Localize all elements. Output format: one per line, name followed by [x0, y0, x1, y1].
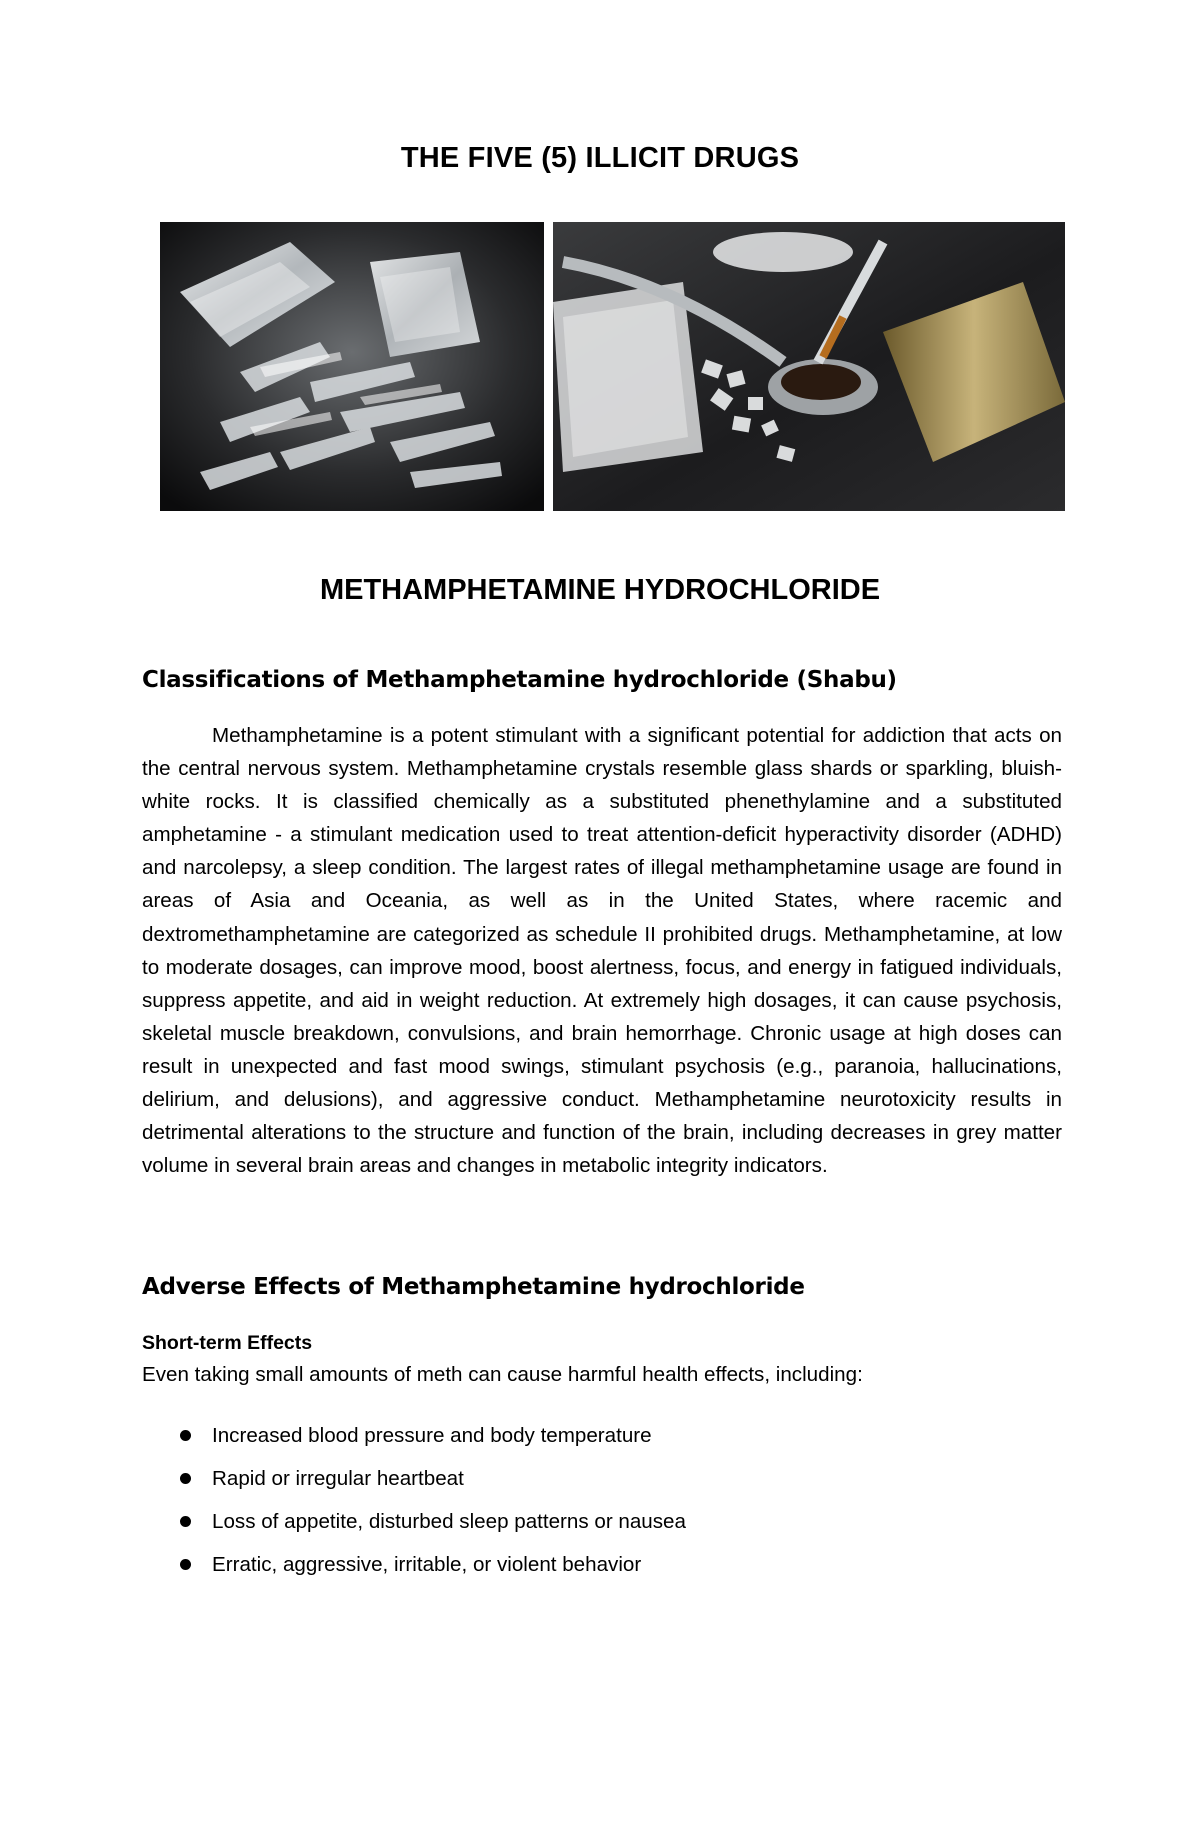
short-term-heading: Short-term Effects	[142, 1332, 313, 1354]
list-item-text: Erratic, aggressive, irritable, or violent behavior	[212, 1553, 642, 1576]
list-item	[142, 1550, 686, 1593]
bullet-icon	[180, 1430, 191, 1441]
short-term-effects-list	[142, 1421, 686, 1593]
list-item-text: Rapid or irregular heartbeat	[212, 1467, 464, 1490]
list-item	[142, 1507, 686, 1550]
bullet-icon	[180, 1516, 191, 1527]
short-term-intro: Even taking small amounts of meth can cause harmful health effects, including:	[142, 1363, 863, 1386]
list-item	[142, 1464, 686, 1507]
crystal-meth-photo	[160, 222, 544, 511]
section-title: METHAMPHETAMINE HYDROCHLORIDE	[319, 574, 881, 606]
bullet-icon	[180, 1473, 191, 1484]
classifications-heading: Classifications of Methamphetamine hydrochloride (Shabu)	[142, 667, 897, 693]
classifications-body: Methamphetamine is a potent stimulant with a significant potential for addiction that acts on the central nervous system. Methamphetamine crystals resemble glass shards or sparkling, bluish-white rocks. It is classified chemically as a substituted phenethylamine and a substituted amphetamine - a stimulant medication used to treat attention-deficit hyperactivity disorder (ADHD) and narcolepsy, a sleep condition. The largest rates of illegal methamphetamine usage are found in areas of Asia and Oceania, as well as in the United States, where racemic and dextromethamphetamine are categorized as schedule II prohibited drugs. Methamphetamine, at low to moderate dosages, can improve mood, boost alertness, focus, and energy in fatigued individuals, suppress appetite, and aid in weight reduction. At extremely high dosages, it can cause psychosis, skeletal muscle breakdown, convulsions, and brain hemorrhage. Chronic usage at high doses can result in unexpected and fast mood swings, stimulant psychosis (e.g., paranoia, hallucinations, delirium, and delusions), and aggressive conduct. Methamphetamine neurotoxicity results in detrimental alterations to the structure and function of the brain, including decreases in grey matter volume in several brain areas and changes in metabolic integrity indicators.	[142, 724, 1062, 1178]
list-item-text: Loss of appetite, disturbed sleep patterns or nausea	[212, 1510, 686, 1533]
drug-paraphernalia-photo	[553, 222, 1065, 511]
document-title: THE FIVE (5) ILLICIT DRUGS	[400, 142, 800, 174]
list-item	[142, 1421, 686, 1464]
bullet-icon	[180, 1559, 191, 1570]
list-item-text: Increased blood pressure and body temperature	[212, 1424, 652, 1447]
adverse-effects-heading: Adverse Effects of Methamphetamine hydrochloride	[142, 1274, 805, 1300]
